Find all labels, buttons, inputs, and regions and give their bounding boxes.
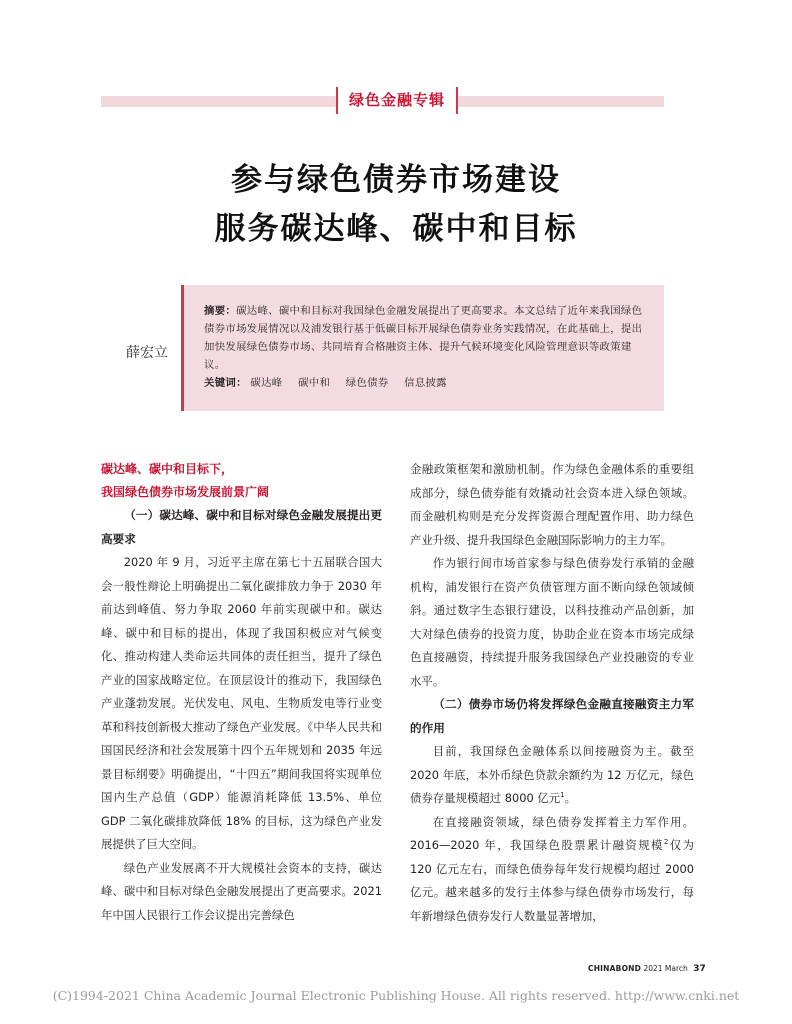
article-title-line1: 参与绿色债券市场建设	[231, 162, 561, 198]
keywords-label: 关键词：	[204, 377, 247, 389]
body-text: 仅为 120 亿元左右，而绿色债券每年发行规模均超过 2000 亿元。越来越多的发行主体参与绿色债券市场发行，每年新增绿色债券发行人数量显著增加，	[410, 838, 694, 923]
abstract-label: 摘要：	[204, 305, 237, 317]
body-paragraph: 2020 年 9 月，习近平主席在第七十五届联合国大会一般性辩论上明确提出二氧化碳排放力争于 2030 年前达到峰值、努力争取 2060 年前实现碳中和。碳达峰、碳中和目标的提出，体现了我国积极应对气候变化、推动构建人类命运共同体的责任担当，提升了绿色产业的国家战略定位。在顶层设计的推动下，我国绿色产业蓬勃发展。光伏发电、风电、生物质发电等行业变革和科技创新极大推动了绿色产业发展。《中华人民共和国国民经济和社会发展第十四个五年规划和 2035 年远景目标纲要》明确提出，“十四五”期间我国将实现单位国内生产总值（GDP）能源消耗降低 13.5%、单位 GDP 二氧化碳排放降低 18% 的目标，这为绿色产业发展提供了巨大空间。	[101, 555, 382, 851]
section-heading-line2: 我国绿色债券市场发展前景广阔	[101, 485, 270, 499]
author-name: 薛宏立	[126, 345, 168, 361]
copyright-watermark: (C)1994-2021 China Academic Journal Electronic Publishing House. All rights reserved. http://www.cnki.net	[52, 988, 740, 1003]
body-text: 目前，我国绿色金融体系以间接融资为主。截至 2020 年底，本外币绿色贷款余额约为 12 万亿元，绿色债券存量规模超过 8000 亿元	[410, 744, 694, 805]
issue-date: 2021 March	[643, 964, 688, 973]
subheading-1: （一）碳达峰、碳中和目标对绿色金融发展提出更高要求	[101, 508, 382, 546]
section-heading-line1: 碳达峰、碳中和目标下，	[101, 462, 234, 476]
keyword: 绿色债券	[345, 377, 389, 389]
subheading-2: （二）债券市场仍将发挥绿色金融直接融资主力军的作用	[410, 697, 694, 735]
keyword: 碳中和	[298, 377, 331, 389]
body-column-right	[410, 458, 694, 928]
footnote-ref-2[interactable]: 2	[663, 838, 669, 847]
body-paragraph	[410, 811, 694, 929]
body-paragraph: 作为银行间市场首家参与绿色债券发行承销的金融机构，浦发银行在资产负债管理方面不断向绿色领域倾斜。通过数字生态银行建设，以科技推动产品创新，加大对绿色债券的投资力度，协助企业在资本市场完成绿色直接融资，持续提升服务我国绿色产业投融资的专业水平。	[410, 556, 694, 688]
page-footer	[588, 964, 706, 974]
footnote-ref-1[interactable]: 1	[560, 791, 565, 800]
section-label: 绿色金融专辑	[336, 87, 458, 114]
abstract-paragraph	[204, 302, 650, 374]
keywords-paragraph	[204, 374, 650, 392]
body-paragraph: 绿色产业发展离不开大规模社会资本的支持，碳达峰、碳中和目标对绿色金融发展提出了更高要求。2021 年中国人民银行工作会议提出完善绿色	[101, 860, 382, 922]
body-text: 。	[564, 791, 577, 805]
body-paragraph: 金融政策框架和激励机制。作为绿色金融体系的重要组成部分，绿色债券能有效撬动社会资本进入绿色领域。而金融机构则是充分发挥资源合理配置作用、助力绿色产业升级、提升我国绿色金融国际影响力的主力军。	[410, 462, 694, 547]
body-text: 在直接融资领域，绿色债券发挥着主力军作用。2016—2020 年，我国绿色股票累计融资规模	[410, 814, 694, 852]
keyword: 信息披露	[404, 377, 447, 389]
abstract-box	[181, 285, 664, 411]
abstract-text: 碳达峰、碳中和目标对我国绿色金融发展提出了更高要求。本文总结了近年来我国绿色债券市场发展情况以及浦发银行基于低碳目标开展绿色债券业务实践情况，在此基础上，提出加快发展绿色债券市场、共同培育合格融资主体、提升气候环境变化风险管理意识等政策建议。	[204, 305, 643, 371]
body-paragraph	[410, 740, 694, 811]
article-title-line2: 服务碳达峰、碳中和目标	[214, 211, 578, 247]
journal-brand: CHINABOND	[588, 964, 642, 973]
page-number: 37	[693, 964, 706, 974]
body-column-left	[101, 458, 382, 927]
keyword: 碳达峰	[250, 377, 283, 389]
